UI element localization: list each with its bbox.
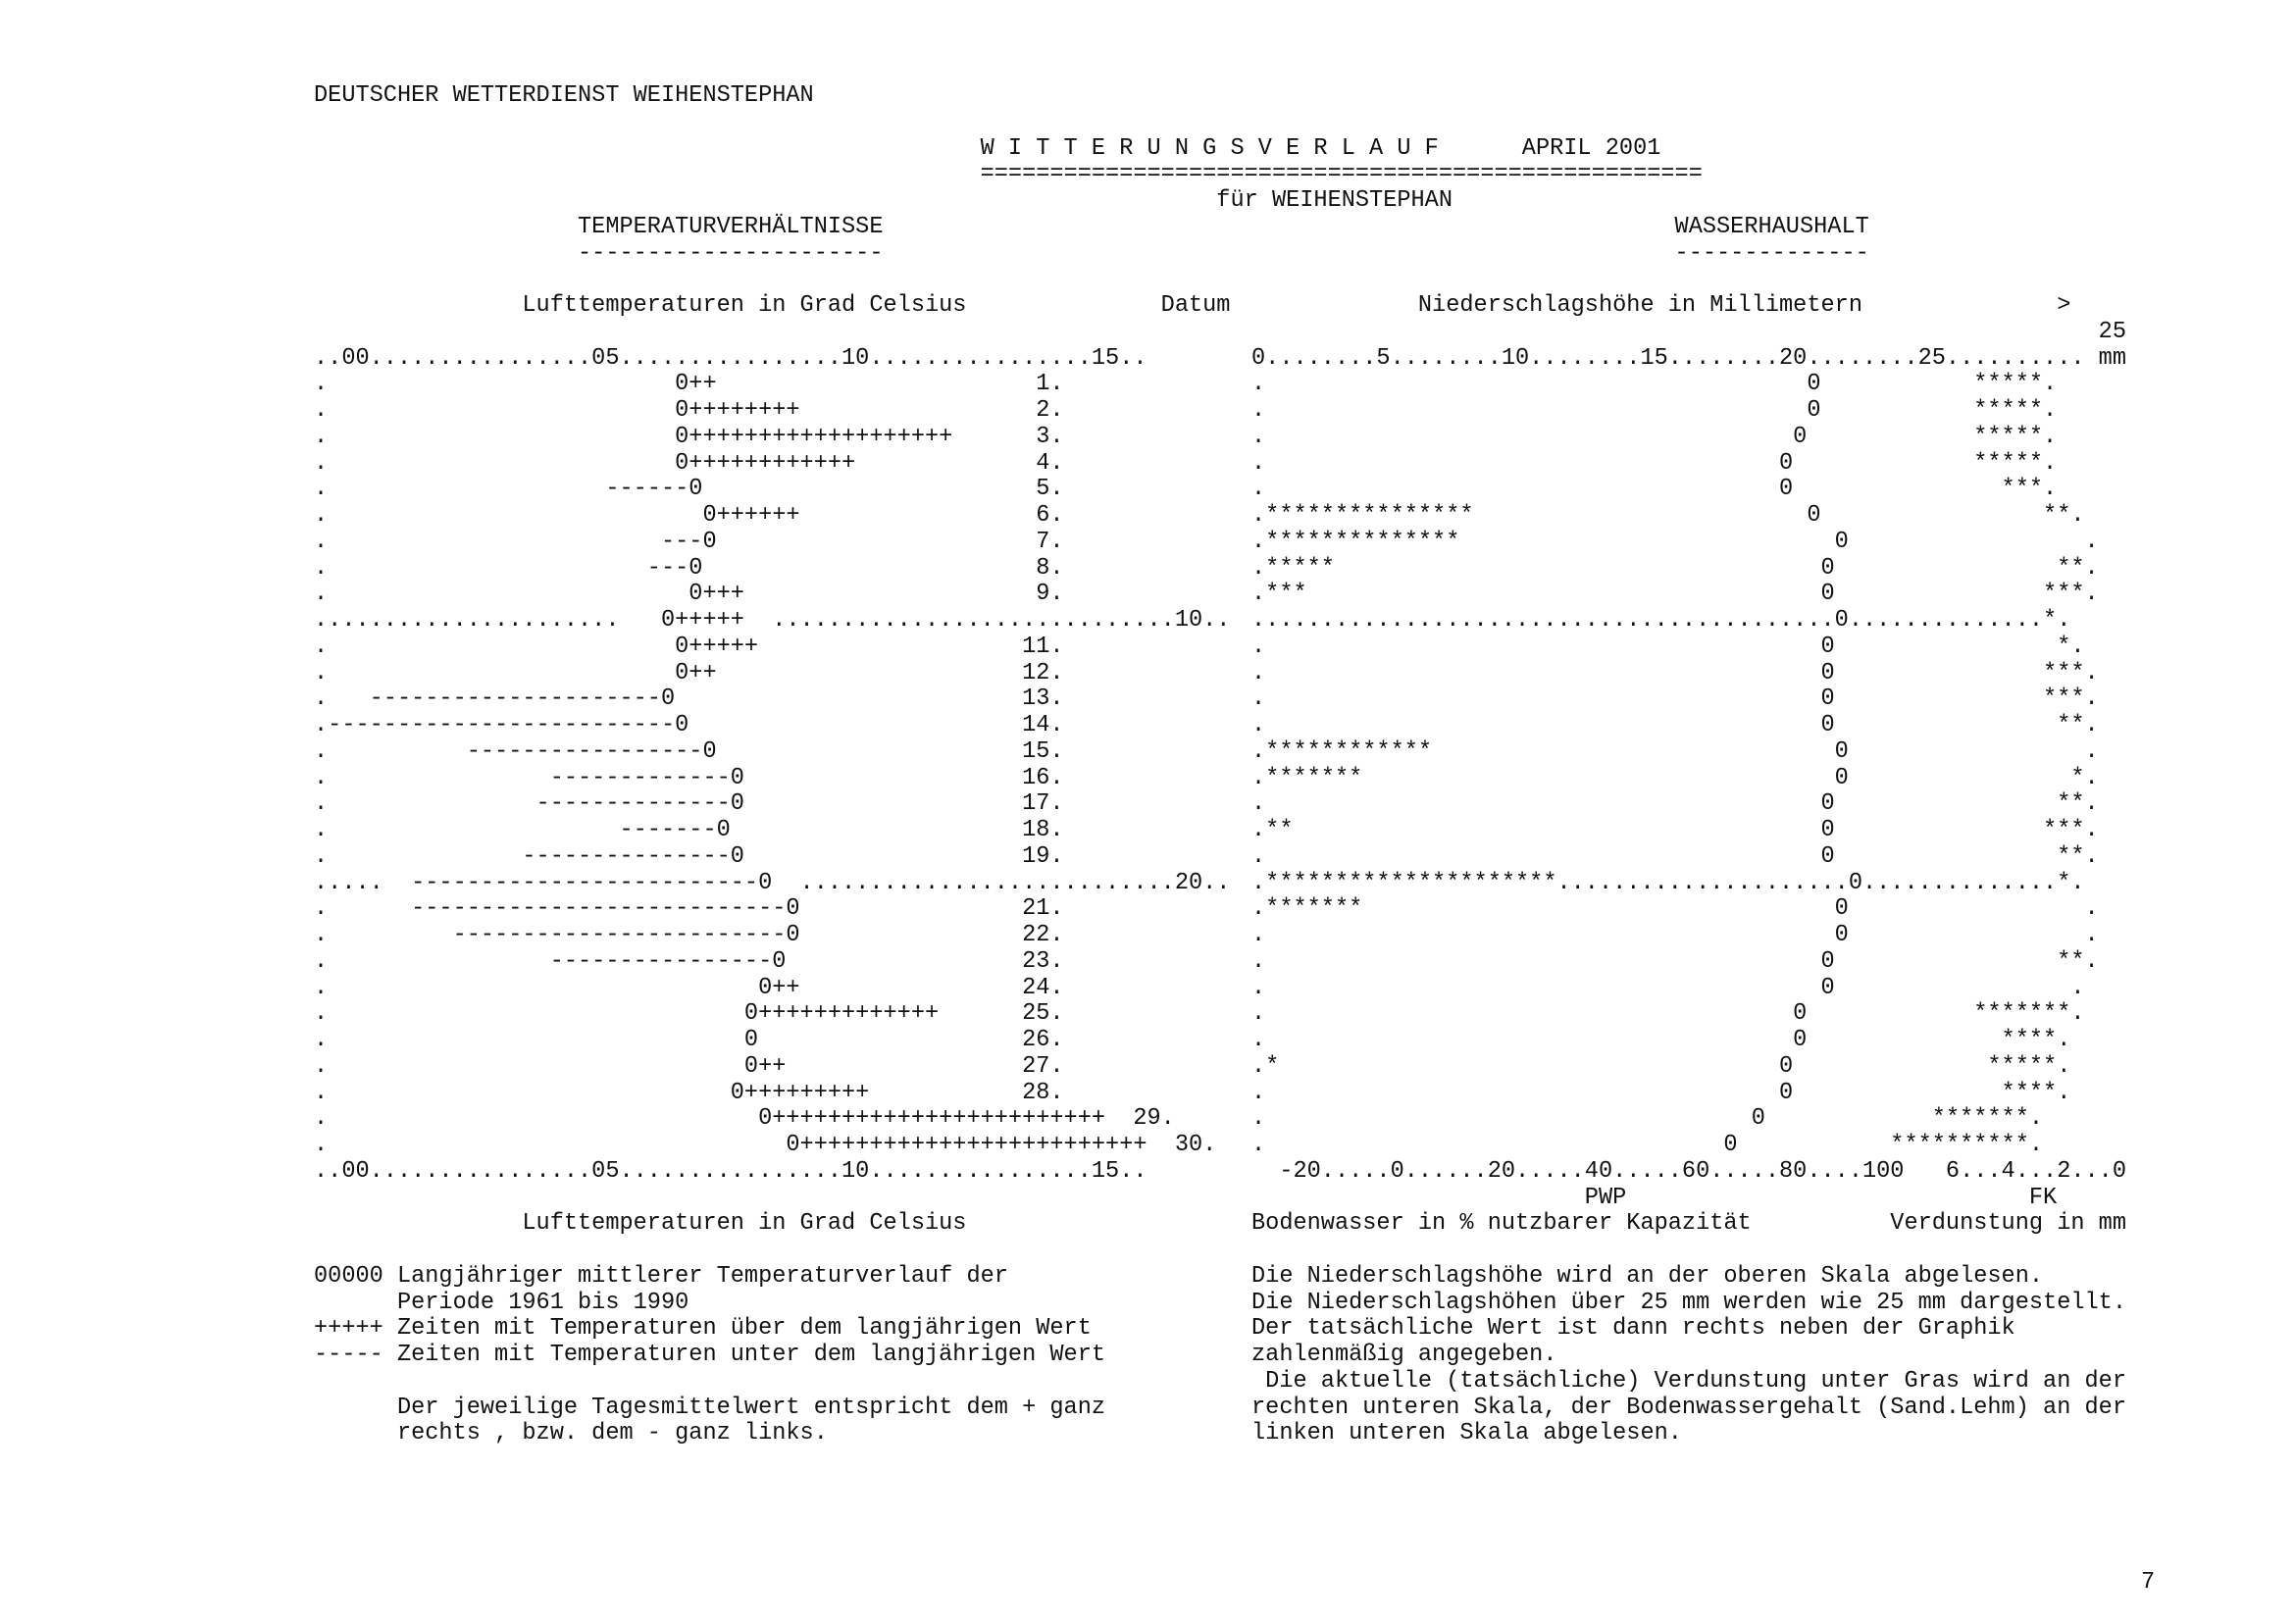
- temperature-column-text: ..00................05................10................15..: [314, 1157, 1147, 1185]
- water-column-text: . 0 **********.: [1251, 1132, 2044, 1158]
- temperature-column-text: . -------------0 16.: [314, 764, 1064, 791]
- report-line: [0, 240, 2294, 267]
- water-column-text: -20.....0......20.....40.....60.....80....100 6...4...2...0: [1251, 1157, 2126, 1185]
- water-column-text: . 0 **.: [1251, 712, 2099, 738]
- report-line: [0, 790, 2294, 817]
- water-column-text: rechten unteren Skala, der Bodenwassergehalt (Sand.Lehm) an der: [1251, 1394, 2126, 1421]
- water-column-text: .* 0 *****.: [1251, 1052, 2071, 1080]
- report-line: [0, 161, 2294, 187]
- report-line: [0, 292, 2294, 319]
- temperature-column-text: . ---------------------------0 21.: [314, 895, 1064, 923]
- report-line: [0, 476, 2294, 502]
- temperature-column-text: . 0++++++++++++++++++++++++ 29.: [314, 1105, 1175, 1133]
- temperature-column-text: für WEIHENSTEPHAN: [314, 187, 1453, 214]
- temperature-column-text: . 0 26.: [314, 1027, 1064, 1053]
- temperature-column-text: . --------------0 17.: [314, 790, 1064, 818]
- water-column-text: . 0 *****.: [1251, 397, 2058, 424]
- temperature-column-text: ----- Zeiten mit Temperaturen unter dem langjährigen Wert: [314, 1342, 1106, 1368]
- temperature-column-text: . ---------------------0 13.: [314, 685, 1064, 713]
- temperature-column-text: . 0+++ 9.: [314, 581, 1064, 608]
- temperature-column-text: . ------------------------0 22.: [314, 922, 1064, 948]
- report-line: [0, 948, 2294, 975]
- temperature-column-text: . ---0 7.: [314, 528, 1064, 555]
- report-line: [0, 502, 2294, 529]
- report-line: [0, 1420, 2294, 1446]
- water-column-text: Die aktuelle (tatsächliche) Verdunstung unter Gras wird an der: [1251, 1367, 2126, 1395]
- water-column-text: . 0 .: [1251, 922, 2099, 948]
- temperature-column-text: . 0++++++ 6.: [314, 502, 1064, 529]
- temperature-column-text: . 0++ 27.: [314, 1052, 1064, 1080]
- report-line: [0, 109, 2294, 135]
- water-column-text: . 0 .: [1251, 974, 2085, 1001]
- report-line: [0, 450, 2294, 477]
- temperature-column-text: . 0++ 24.: [314, 974, 1064, 1001]
- temperature-column-text: . -----------------0 15.: [314, 737, 1064, 765]
- report-line: [0, 82, 2294, 109]
- water-column-text: linken unteren Skala abgelesen.: [1251, 1420, 1682, 1447]
- temperature-column-text: 00000 Langjähriger mittlerer Temperaturverlauf der: [314, 1262, 1008, 1290]
- report-line: [0, 1368, 2294, 1395]
- report-line: [0, 424, 2294, 450]
- temperature-column-text: ..... -------------------------0 ...........................20..: [314, 869, 1231, 896]
- report-line: [0, 1237, 2294, 1263]
- temperature-column-text: Lufttemperaturen in Grad Celsius: [314, 1210, 967, 1238]
- temperature-column-text: . 0+++++++++++++++++++ 3.: [314, 423, 1064, 450]
- report-line: [0, 1185, 2294, 1211]
- report-line: [0, 922, 2294, 948]
- water-column-text: . 0 ****.: [1251, 1027, 2071, 1053]
- report-line: [0, 1342, 2294, 1368]
- report-line: [0, 1080, 2294, 1106]
- water-column-text: . 0 ***.: [1251, 685, 2099, 713]
- water-column-text: . 0 ***.: [1251, 476, 2058, 503]
- temperature-column-text: . ------0 5.: [314, 476, 1064, 503]
- water-column-text: .*************** 0 **.: [1251, 502, 2085, 529]
- report-line: [0, 634, 2294, 660]
- water-column-text: 25: [1251, 318, 2126, 345]
- temperature-column-text: rechts , bzw. dem - ganz links.: [314, 1420, 828, 1447]
- water-column-text: . 0 *.: [1251, 633, 2085, 660]
- report-line: [0, 135, 2294, 162]
- report-line: [0, 266, 2294, 292]
- report-line: [0, 1315, 2294, 1342]
- report-line: [0, 371, 2294, 397]
- temperature-column-text: . 0+++++++++ 28.: [314, 1079, 1064, 1106]
- report-line: [0, 1158, 2294, 1185]
- report-line: [0, 187, 2294, 214]
- temperature-column-text: Der jeweilige Tagesmittelwert entspricht dem + ganz: [314, 1394, 1106, 1421]
- report-line: [0, 555, 2294, 582]
- report-line: [0, 607, 2294, 634]
- temperature-column-text: Lufttemperaturen in Grad Celsius Datum: [314, 292, 1231, 319]
- temperature-column-text: Periode 1961 bis 1990: [314, 1289, 689, 1316]
- water-column-text: Die Niederschlagshöhe wird an der oberen Skala abgelesen.: [1251, 1262, 2044, 1290]
- report-line: [0, 660, 2294, 686]
- report-line: [0, 843, 2294, 870]
- temperature-column-text: +++++ Zeiten mit Temperaturen über dem langjährigen Wert: [314, 1315, 1092, 1343]
- report-line: [0, 1027, 2294, 1053]
- report-line: [0, 319, 2294, 345]
- report-line: [0, 1210, 2294, 1237]
- report-line: [0, 397, 2294, 424]
- water-column-text: PWP FK: [1251, 1184, 2058, 1211]
- temperature-column-text: . 0+++++++++++++ 25.: [314, 1000, 1064, 1028]
- water-column-text: . 0 *******.: [1251, 1000, 2085, 1028]
- page-number: 7: [2141, 1569, 2156, 1596]
- report-line: [0, 529, 2294, 555]
- water-column-text: Der tatsächliche Wert ist dann rechts neben der Graphik: [1251, 1315, 2015, 1343]
- report-line: [0, 712, 2294, 738]
- water-column-text: . 0 **.: [1251, 790, 2099, 818]
- temperature-column-text: . -------0 18.: [314, 817, 1064, 843]
- water-column-text: .******* 0 *.: [1251, 764, 2099, 791]
- report-line: [0, 685, 2294, 712]
- report-line: [0, 1290, 2294, 1316]
- report-line: [0, 870, 2294, 896]
- water-column-text: .*** 0 ***.: [1251, 581, 2099, 608]
- page-number-row: [0, 1569, 2294, 1596]
- temperature-column-text: .-------------------------0 14.: [314, 712, 1064, 738]
- temperature-column-text: ====================================================: [314, 161, 1703, 188]
- temperature-column-text: W I T T E R U N G S V E R L A U F APRIL 2001: [314, 134, 1661, 162]
- report-line: [0, 738, 2294, 765]
- water-column-text: . 0 ***.: [1251, 659, 2099, 686]
- report-line: [0, 817, 2294, 843]
- water-column-text: .***** 0 **.: [1251, 554, 2099, 582]
- water-column-text: ..........................................0..............*.: [1251, 607, 2071, 634]
- temperature-column-text: ...................... 0+++++ .............................10..: [314, 607, 1231, 634]
- water-column-text: Die Niederschlagshöhen über 25 mm werden wie 25 mm dargestellt.: [1251, 1289, 2126, 1316]
- water-column-text: . 0 **.: [1251, 842, 2099, 870]
- report-line: [0, 975, 2294, 1001]
- temperature-column-text: . ---0 8.: [314, 554, 1064, 582]
- water-column-text: .******* 0 .: [1251, 895, 2099, 923]
- report-line: [0, 1132, 2294, 1158]
- report-line: [0, 1105, 2294, 1132]
- temperature-column-text: . 0+++++ 11.: [314, 633, 1064, 660]
- water-column-text: . 0 *****.: [1251, 449, 2058, 477]
- water-column-text: . 0 **.: [1251, 947, 2099, 975]
- water-column-text: Bodenwasser in % nutzbarer Kapazität Verdunstung in mm: [1251, 1210, 2126, 1238]
- temperature-column-text: . ----------------0 23.: [314, 947, 1064, 975]
- water-column-text: zahlenmäßig angegeben.: [1251, 1342, 1557, 1368]
- water-column-text: 0........5........10........15........20........25.......... mm: [1251, 344, 2126, 372]
- water-column-text: .*********************.....................0..............*.: [1251, 869, 2085, 896]
- water-column-text: . 0 ****.: [1251, 1079, 2071, 1106]
- report-line: [0, 765, 2294, 791]
- temperature-column-text: DEUTSCHER WETTERDIENST WEIHENSTEPHAN: [314, 82, 814, 109]
- temperature-column-text: . 0++ 1.: [314, 371, 1064, 398]
- water-column-text: .************** 0 .: [1251, 528, 2099, 555]
- temperature-column-text: TEMPERATURVERHÄLTNISSE WASSERHAUSHALT: [314, 213, 1869, 240]
- water-column-text: . 0 *****.: [1251, 423, 2058, 450]
- temperature-column-text: . 0++++++++ 2.: [314, 397, 1064, 424]
- water-column-text: Niederschlagshöhe in Millimetern >: [1251, 292, 2071, 319]
- water-column-text: .** 0 ***.: [1251, 817, 2099, 843]
- report-line: [0, 1395, 2294, 1421]
- temperature-column-text: . 0++ 12.: [314, 659, 1064, 686]
- temperature-column-text: . 0++++++++++++ 4.: [314, 449, 1064, 477]
- temperature-column-text: ---------------------- --------------: [314, 239, 1869, 267]
- report-line: [0, 1263, 2294, 1290]
- report-line: [0, 895, 2294, 922]
- temperature-column-text: . ---------------0 19.: [314, 842, 1064, 870]
- temperature-column-text: ..00................05................10................15..: [314, 344, 1147, 372]
- report-line: [0, 345, 2294, 372]
- report-line: [0, 581, 2294, 607]
- water-column-text: . 0 *****.: [1251, 371, 2058, 398]
- water-column-text: . 0 *******.: [1251, 1105, 2044, 1133]
- report-line: [0, 214, 2294, 240]
- water-column-text: .************ 0 .: [1251, 737, 2099, 765]
- report-line: [0, 1053, 2294, 1080]
- temperature-column-text: . 0+++++++++++++++++++++++++ 30.: [314, 1132, 1217, 1158]
- report-line: [0, 1000, 2294, 1027]
